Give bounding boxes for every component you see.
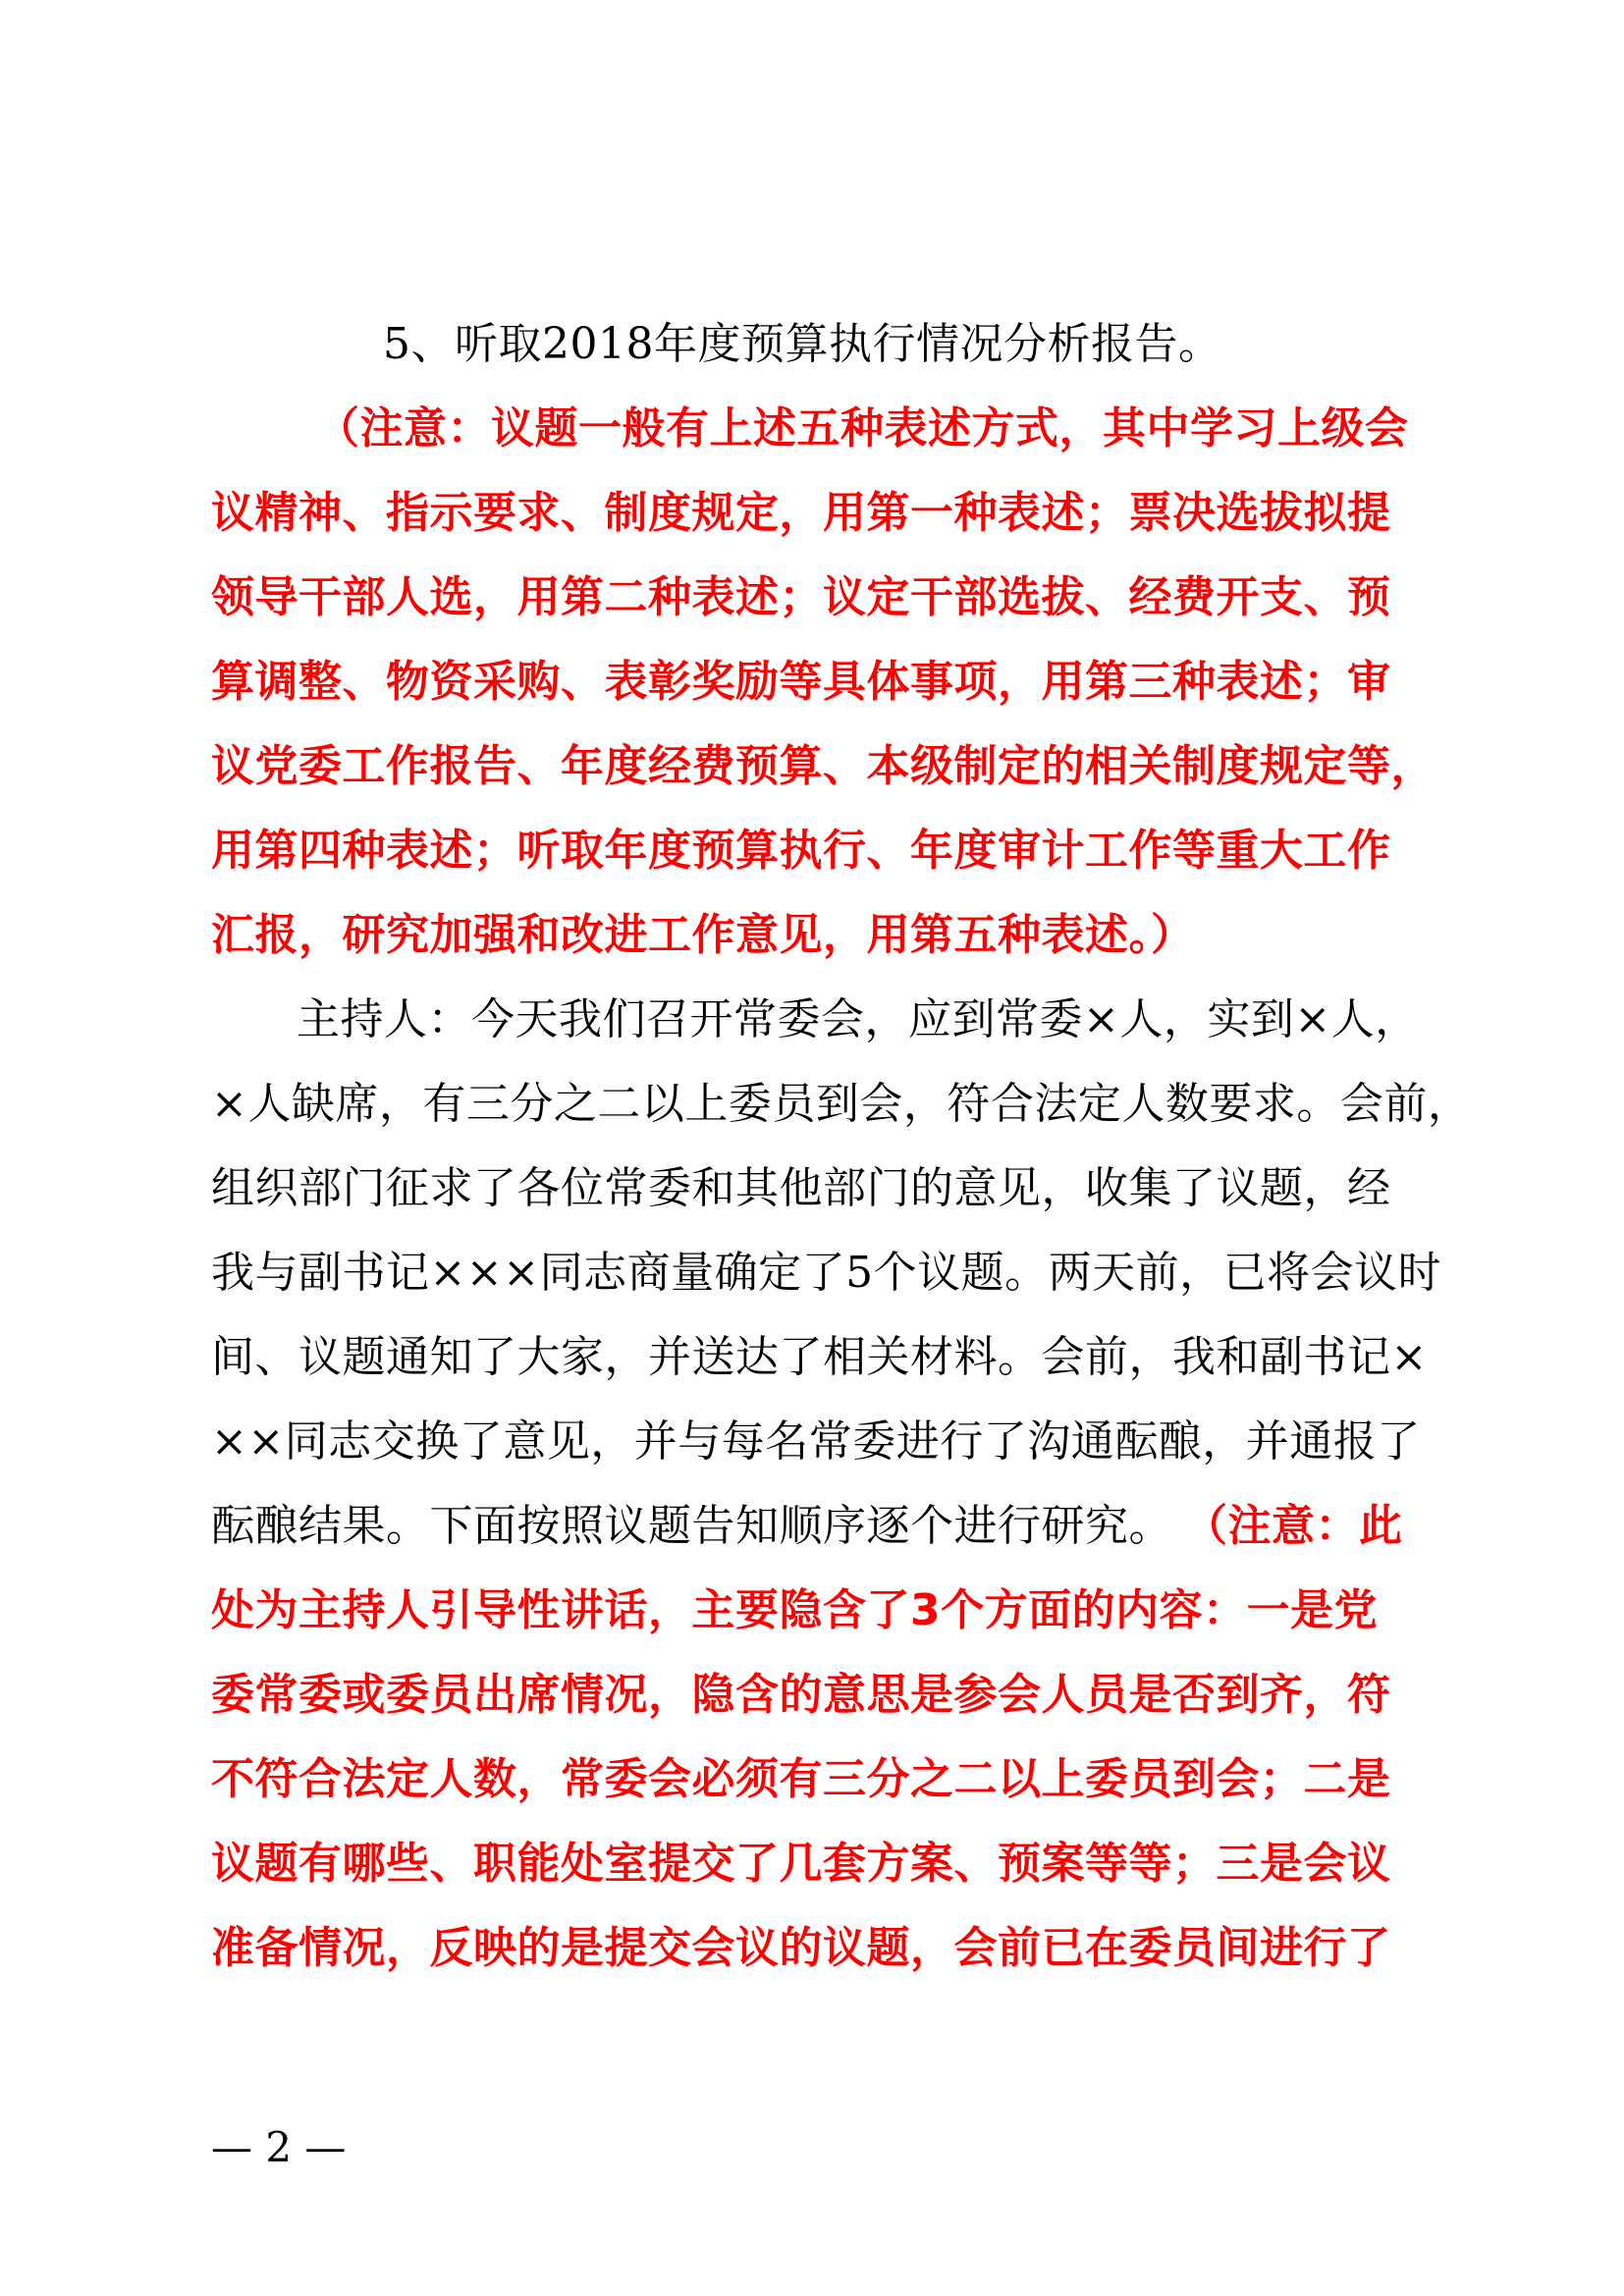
note-line-6: 用第四种表述；听取年度预算执行、年度审计工作等重大工作 (211, 826, 1391, 876)
host-speech-line-4: 我与副书记×××同志商量确定了5个议题。两天前，已将会议时 (211, 1248, 1442, 1298)
host-speech-line-1: 主持人：今天我们召开常委会，应到常委×人，实到×人， (297, 994, 1419, 1044)
host-speech-line-2: ×人缺席，有三分之二以上委员到会，符合法定人数要求。会前， (211, 1079, 1472, 1129)
note-line-3: 领导干部人选，用第二种表述；议定干部选拔、经费开支、预 (211, 572, 1391, 622)
host-note-line-3: 不符合法定人数，常委会必须有三分之二以上委员到会；二是 (211, 1754, 1391, 1804)
host-note-line-1: 处为主持人引导性讲话，主要隐含了3个方面的内容：一是党 (211, 1585, 1379, 1635)
note-line-7: 汇报，研究加强和改进工作意见，用第五种表述。） (211, 910, 1195, 960)
host-note-line-4: 议题有哪些、职能处室提交了几套方案、预案等等；三是会议 (211, 1839, 1391, 1889)
agenda-item-5: 5、听取2018年度预算执行情况分析报告。 (383, 319, 1222, 369)
host-speech-line-6: ××同志交换了意见，并与每名常委进行了沟通酝酿，并通报了 (211, 1416, 1421, 1467)
host-note-line-5: 准备情况，反映的是提交会议的议题，会前已在委员间进行了 (211, 1923, 1391, 1973)
note-line-1: （注意：议题一般有上述五种表述方式，其中学习上级会 (316, 403, 1409, 454)
inline-note-start: （注意：此 (1206, 1501, 1403, 1551)
note-line-5: 议党委工作报告、年度经费预算、本级制定的相关制度规定等， (211, 741, 1435, 791)
page-number: — 2 — (211, 2123, 347, 2171)
host-speech-line-7 (211, 1484, 1429, 1569)
host-speech-line-5: 间、议题通知了大家，并送达了相关材料。会前，我和副书记× (211, 1332, 1428, 1382)
host-speech-line-3: 组织部门征求了各位常委和其他部门的意见，收集了议题，经 (211, 1163, 1391, 1213)
host-note-line-2: 委常委或委员出席情况，隐含的意思是参会人员是否到齐，符 (211, 1670, 1391, 1720)
note-line-2: 议精神、指示要求、制度规定，用第一种表述；票决选拔拟提 (211, 488, 1391, 538)
host-speech-text: 酝酿结果。下面按照议题告知顺序逐个进行研究。 (211, 1501, 1172, 1551)
note-line-4: 算调整、物资采购、表彰奖励等具体事项，用第三种表述；审 (211, 657, 1391, 707)
